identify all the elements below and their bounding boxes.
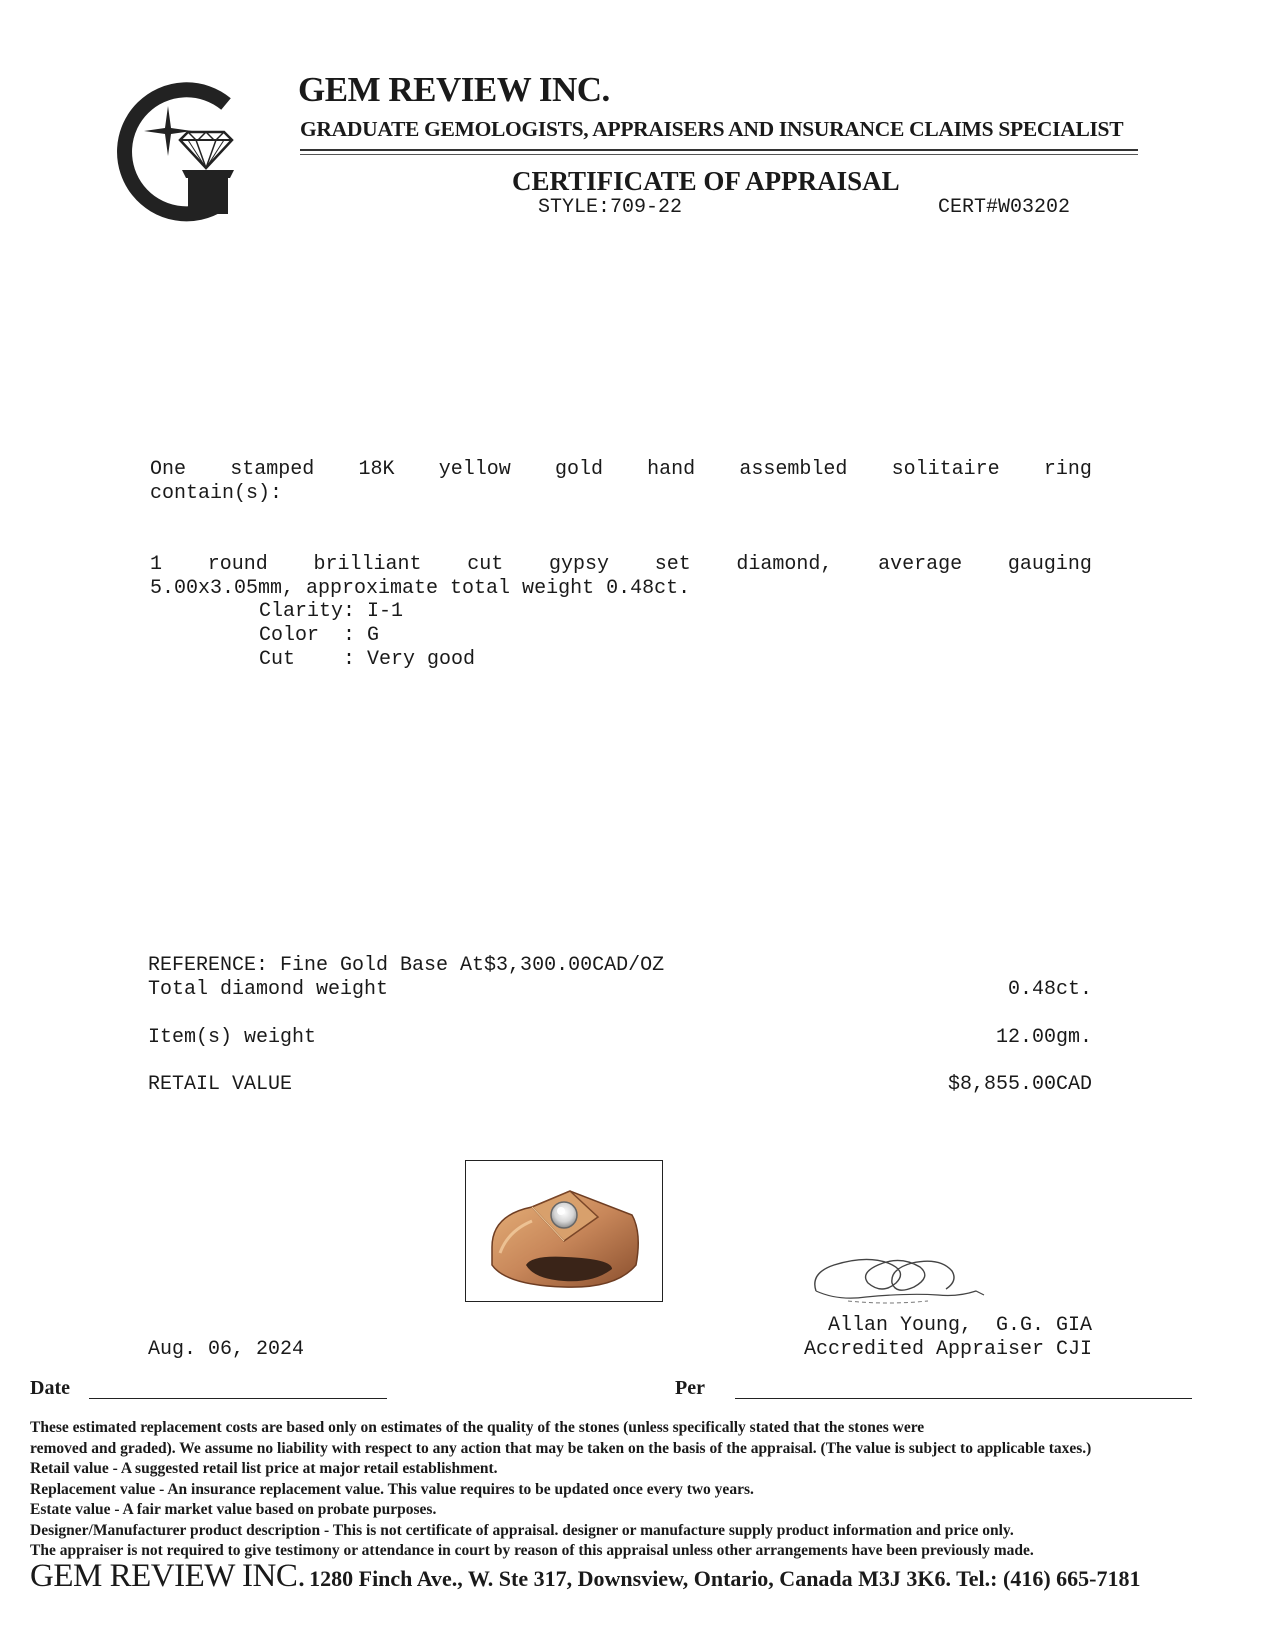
ring-icon — [466, 1161, 662, 1301]
footer — [30, 1558, 1140, 1595]
disclaimer-line: Designer/Manufacturer product description - This is not certificate of appraisal. designer or manufacture supply product information and price only. — [30, 1521, 1014, 1539]
appraiser-name: Allan Young, G.G. GIA — [827, 1314, 1092, 1337]
item-weight-label: Item(s) weight — [148, 1026, 317, 1049]
company-logo-icon — [108, 76, 248, 222]
header-divider — [300, 154, 1138, 155]
total-diamond-weight-value: 0.48ct. — [1007, 978, 1092, 1001]
certificate-number: CERT#W03202 — [938, 196, 1071, 219]
disclaimer-line: The appraiser is not required to give testimony or attendance in court by reason of this appraisal unless other arrangements have been previously made. — [30, 1542, 1034, 1559]
stone-description-continued: 5.00x3.05mm, approximate total weight 0.48ct. — [150, 577, 691, 600]
company-name: GEM REVIEW INC. — [298, 70, 610, 109]
ring-photo — [465, 1160, 663, 1302]
header-divider — [300, 149, 1138, 151]
appraiser-signature — [808, 1243, 988, 1313]
disclaimer-line: Estate value - A fair market value based on probate purposes. — [30, 1501, 437, 1518]
footer-address: 1280 Finch Ave., W. Ste 317, Downsview, Ontario, Canada M3J 3K6. Tel.: (416) 665-7181 — [309, 1566, 1141, 1591]
disclaimer-text — [30, 1418, 1260, 1562]
per-label: Per — [675, 1377, 705, 1399]
disclaimer-line: Replacement value - An insurance replacement value. This value requires to be updated once every two years. — [30, 1480, 754, 1498]
cut-grade: Cut : Very good — [259, 648, 476, 671]
color-grade: Color : G — [259, 624, 380, 647]
item-description-continued: contain(s): — [150, 482, 283, 505]
appraiser-title: Accredited Appraiser CJI — [803, 1338, 1092, 1361]
stone-description-line: 1 round brilliant cut gypsy set diamond, average gauging — [150, 553, 1092, 576]
retail-value-amount: $8,855.00CAD — [947, 1073, 1092, 1096]
style-number: STYLE:709-22 — [538, 196, 683, 219]
clarity-grade: Clarity: I-1 — [259, 600, 404, 623]
appraisal-date: Aug. 06, 2024 — [148, 1338, 305, 1361]
disclaimer-line: Retail value - A suggested retail list price at major retail establishment. — [30, 1460, 498, 1477]
item-description-line: One stamped 18K yellow gold hand assembled solitaire ring — [150, 458, 1092, 481]
company-tagline: GRADUATE GEMOLOGISTS, APPRAISERS AND INSURANCE CLAIMS SPECIALIST — [300, 117, 1124, 141]
per-signature-line — [735, 1398, 1192, 1399]
disclaimer-line: removed and graded). We assume no liability with respect to any action that may be taken on the basis of the appraisal. (The value is subject to applicable taxes.) — [30, 1439, 1092, 1457]
footer-company-name: GEM REVIEW INC. — [30, 1558, 306, 1594]
retail-value-label: RETAIL VALUE — [148, 1073, 293, 1096]
disclaimer-line: These estimated replacement costs are based only on estimates of the quality of the stones (unless specifically stated that the stones were — [30, 1419, 925, 1436]
date-signature-line — [89, 1398, 387, 1399]
certificate-title: CERTIFICATE OF APPRAISAL — [512, 166, 900, 196]
total-diamond-weight-label: Total diamond weight — [148, 978, 389, 1001]
item-weight-value: 12.00gm. — [995, 1026, 1092, 1049]
gold-base-reference: REFERENCE: Fine Gold Base At$3,300.00CAD/OZ — [148, 954, 665, 977]
date-label: Date — [30, 1377, 70, 1399]
